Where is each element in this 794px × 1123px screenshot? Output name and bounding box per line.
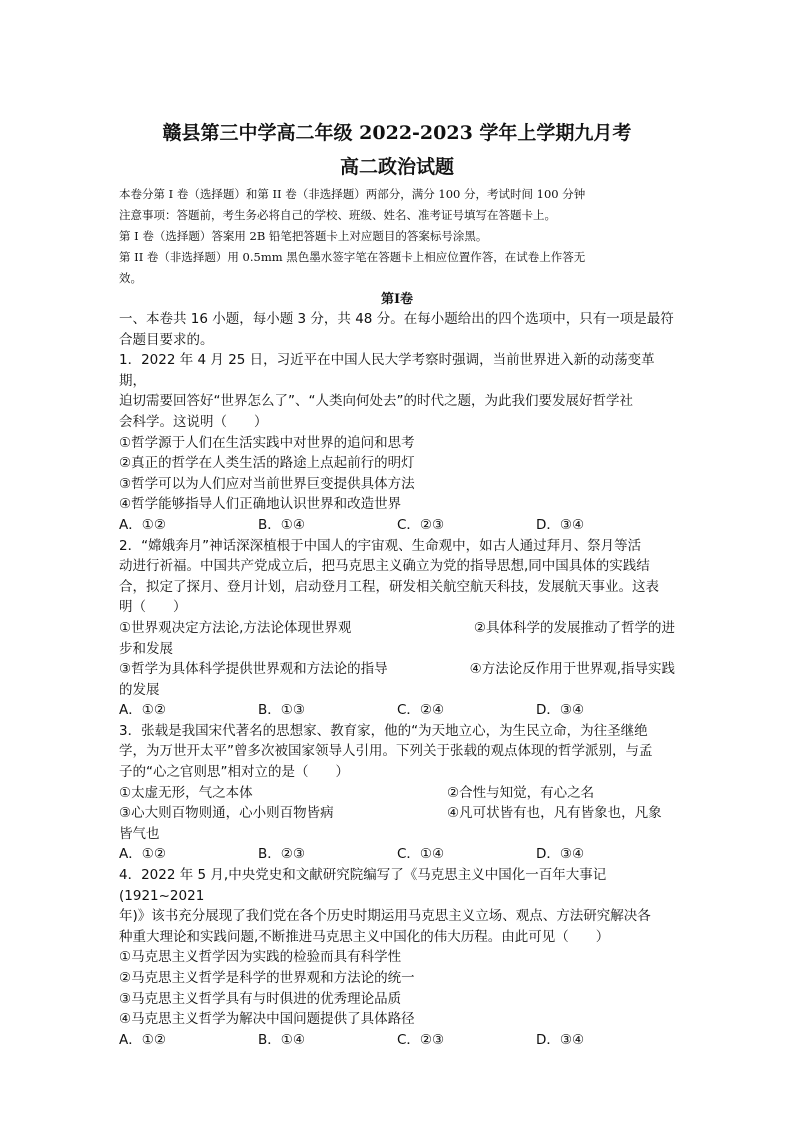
statement-item: ③哲学可以为人们应对当前世界巨变提供具体方法 [119, 475, 415, 492]
question-stem: 动进行祈福。中国共产党成立后，把马克思主义确立为党的指导思想,同中国具体的实践结 [119, 558, 650, 575]
statement-item: ②合性与知觉，有心之名 [447, 784, 595, 801]
question-stem: 会科学。这说明（ ） [119, 413, 268, 430]
answer-options [119, 515, 675, 536]
statement-item: ①马克思主义哲学因为实践的检验而具有科学性 [119, 949, 402, 966]
statement-item: ③哲学为具体科学提供世界观和方法论的指导 [119, 661, 388, 678]
statement-row [119, 659, 675, 680]
statement-continuation: 的发展 [119, 681, 160, 698]
statement-item: ④哲学能够指导人们正确地认识世界和改造世界 [119, 496, 402, 513]
statement-continuation: 皆气也 [119, 825, 160, 842]
option-d: D．③④ [536, 702, 585, 719]
statement-item: ②马克思主义哲学是科学的世界观和方法论的统一 [119, 970, 415, 986]
statement-item: ④凡可状皆有也，凡有皆象也，凡象 [447, 805, 662, 822]
option-a: A．①② [119, 516, 166, 533]
statement-item: ②具体科学的发展推动了哲学的进 [473, 619, 675, 636]
question-stem: 4．2022 年 5 月,中央党史和文献研究院编写了《马克思主义中国化一百年大事记(1921~2021 [119, 867, 607, 904]
option-d: D．③④ [536, 516, 585, 533]
question-stem: 1．2022 年 4 月 25 日，习近平在中国人民大学考察时强调，当前世界进入新的动荡变革期， [119, 352, 655, 389]
question-stem: 3．张载是我国宋代著名的思想家、教育家，他的“为天地立心，为生民立命，为往圣继绝 [119, 722, 648, 739]
instruction-line: 第 II 卷（非选择题）用 0.5mm 黑色墨水签字笔在答题卡上相应位置作答，在试卷上作答无 [119, 250, 586, 264]
statement-row [119, 803, 675, 824]
option-c: C．②④ [397, 702, 445, 719]
question-area [119, 309, 675, 1050]
answer-options [119, 700, 675, 721]
instruction-line: 本卷分第 I 卷（选择题）和第 II 卷（非选择题）两部分，满分 100 分，考试时间 100 分钟 [119, 187, 586, 201]
question-stem: 2．“嫦娥奔月”神话深深植根于中国人的宇宙观、生命观中，如古人通过拜月、祭月等活 [119, 537, 642, 554]
section-intro: 合题目要求的。 [119, 331, 214, 348]
option-b: B．①④ [258, 1031, 305, 1048]
option-a: A．①② [119, 846, 166, 863]
exam-instructions [119, 184, 675, 289]
statement-row [119, 783, 675, 804]
option-c: C．②③ [397, 1031, 445, 1048]
answer-options [119, 1030, 675, 1051]
section-title: 第Ⅰ卷 [380, 292, 414, 307]
statement-continuation: 步和发展 [119, 640, 173, 657]
question-stem: 合，拟定了探月、登月计划，启动登月工程，研发相关航空航天科技，发展航天事业。这表 [119, 578, 659, 595]
statement-item: ①哲学源于人们在生活实践中对世界的追问和思考 [119, 434, 415, 451]
statement-item: ②真正的哲学在人类生活的路途上点起前行的明灯 [119, 455, 415, 472]
question-stem: 明（ ） [119, 599, 187, 616]
exam-title: 赣县第三中学高二年级 2022-2023 学年上学期九月考 [162, 122, 632, 144]
question-stem: 子的“心之官则思”相对立的是（ ） [119, 764, 349, 781]
instruction-line: 效。 [119, 271, 142, 285]
option-c: C．①④ [397, 846, 445, 863]
statement-item: ③心大则百物则通，心小则百物皆病 [119, 805, 334, 822]
option-d: D．③④ [536, 1031, 585, 1048]
option-c: C．②③ [397, 516, 445, 533]
statement-item: ①世界观决定方法论,方法论体现世界观 [119, 619, 352, 636]
statement-item: ④马克思主义哲学为解决中国问题提供了具体路径 [119, 1011, 415, 1028]
question-stem: 迫切需要回答好“世界怎么了”、“人类向何处去”的时代之题，为此我们要发展好哲学社 [119, 393, 633, 410]
question-stem: 年)》该书充分展现了我们党在各个历史时期运用马克思主义立场、观点、方法研究解决各 [119, 908, 651, 925]
question-stem: 种重大理论和实践问题,不断推进马克思主义中国化的伟大历程。由此可见（ ） [119, 928, 610, 945]
option-d: D．③④ [536, 846, 585, 863]
exam-subtitle: 高二政治试题 [339, 156, 454, 178]
option-b: B．②③ [258, 846, 305, 863]
answer-options [119, 844, 675, 865]
question-stem: 学，为万世开太平”曾多次被国家领导人引用。下列关于张载的观点体现的哲学派别，与孟 [119, 743, 653, 760]
statement-item: ①太虚无形，气之本体 [119, 784, 253, 801]
instruction-line: 第 I 卷（选择题）答案用 2B 铅笔把答题卡上对应题目的答案标号涂黑。 [119, 229, 488, 243]
statement-row [119, 618, 675, 639]
statement-item: ③马克思主义哲学具有与时俱进的优秀理论品质 [119, 990, 402, 1007]
option-a: A．①② [119, 702, 166, 719]
instruction-line: 注意事项：答题前，考生务必将自己的学校、班级、姓名、准考证号填写在答题卡上。 [119, 208, 556, 222]
option-b: B．①③ [258, 702, 305, 719]
statement-item: ④方法论反作用于世界观,指导实践 [469, 661, 675, 678]
section-intro: 一、本卷共 16 小题，每小题 3 分，共 48 分。在每小题给出的四个选项中，只有一项是最符 [119, 311, 674, 327]
option-a: A．①② [119, 1031, 166, 1048]
option-b: B．①④ [258, 516, 305, 533]
